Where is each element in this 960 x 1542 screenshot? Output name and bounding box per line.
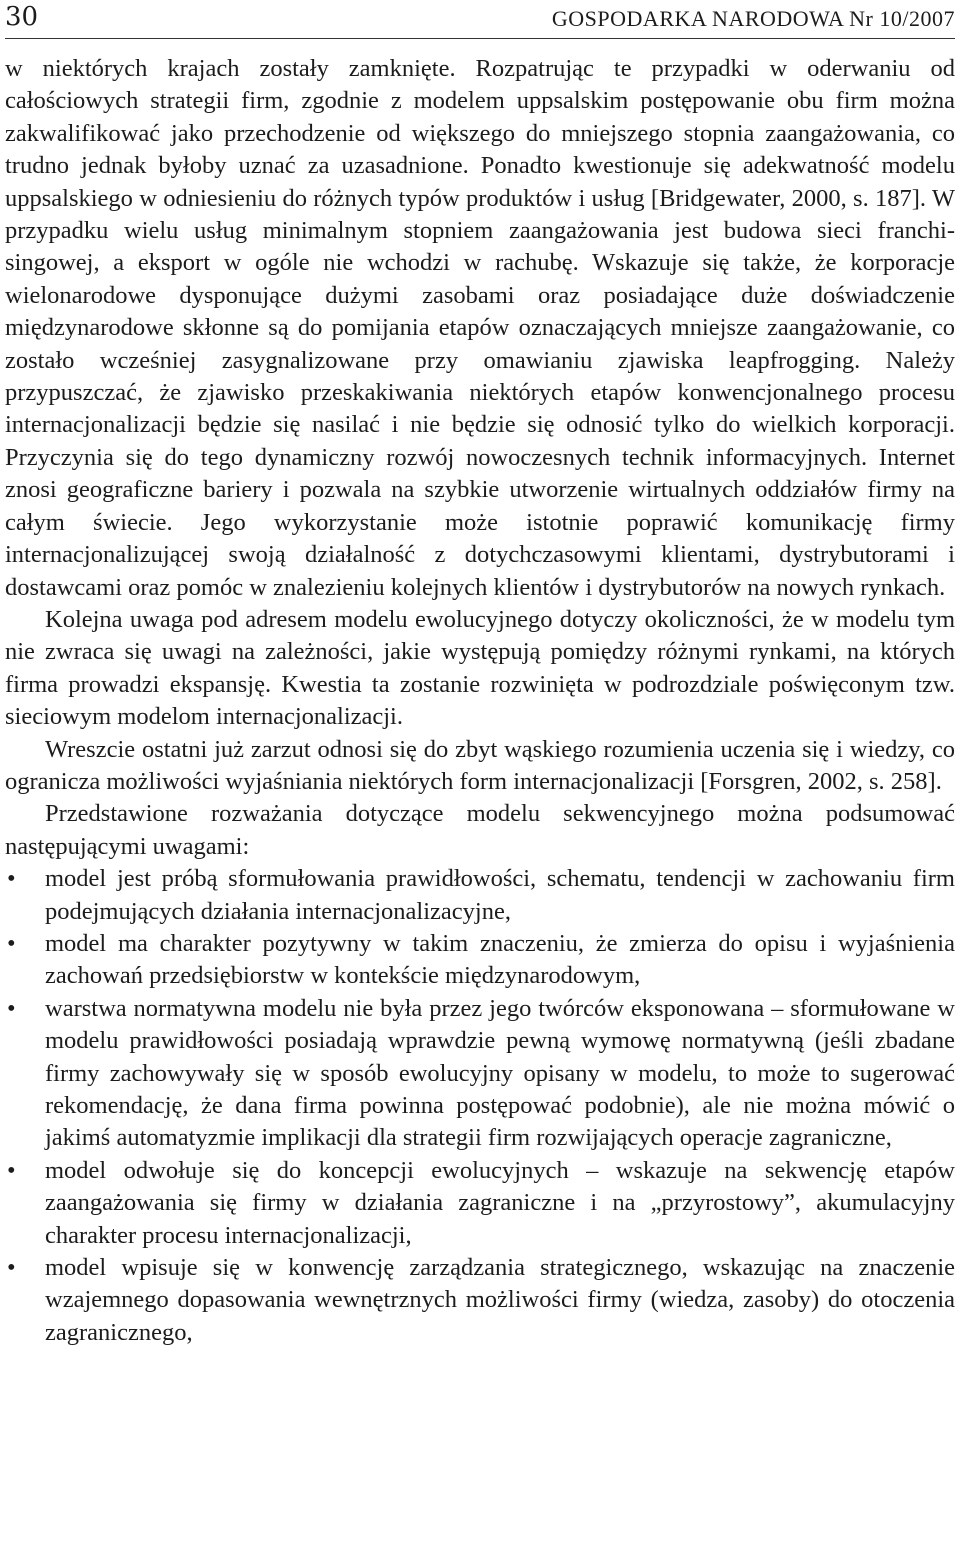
list-item	[5, 863, 955, 928]
list-item	[5, 993, 955, 1155]
list-item-text: model wpisuje się w konwencję zarządzania strategicznego, wskazując na znaczenie wzajemnego dopasowania wewnętrznych możliwości firmy (wiedza, zasoby) do otoczenia zagranicznego,	[45, 1254, 955, 1346]
bullet-icon: •	[7, 1254, 16, 1282]
list-item-text: model odwołuje się do koncepcji ewolucyjnych – wskazuje na sekwencję etapów zaangażowania się firmy w działania zagraniczne i na „przyrostowy”, akumulacyjny charakter procesu internacjonalizacji,	[45, 1156, 955, 1249]
bullet-icon: •	[7, 994, 16, 1022]
paragraph-4: Przedstawione rozważania dotyczące modelu sekwencyjnego można podsumować następującymi uwagami:	[5, 800, 955, 860]
page-number: 30	[5, 2, 39, 32]
list-item	[5, 1155, 955, 1252]
list-item-text: model ma charakter pozytywny w takim znaczeniu, że zmierza do opisu i wyjaśnienia zachowań przedsiębiorstw w kontekście międzynarodowym,	[45, 929, 955, 990]
body-text	[5, 53, 955, 1349]
list-item	[5, 928, 955, 993]
running-header	[5, 0, 955, 39]
paragraph-2: Kolejna uwaga pod adresem modelu ewolucyjnego dotyczy okoliczności, że w modelu tym nie zwraca się uwagi na zależności, jakie występują pomiędzy różnymi rynkami, na których firma prowadzi ekspansję. Kwestia ta zostanie rozwinięta w podrozdziale poświęconym tzw. sieciowym modelom internacjonalizacji.	[5, 605, 955, 731]
summary-list	[5, 863, 955, 1349]
list-item-text: model jest próbą sformułowania prawidłowości, schematu, tendencji w zachowaniu firm podejmujących działania internacjonalizacyjne,	[45, 865, 955, 925]
bullet-icon: •	[7, 1156, 16, 1184]
journal-title: GOSPODARKA NARODOWA Nr 10/2007	[551, 6, 955, 31]
list-item-text: warstwa normatywna modelu nie była przez jego twórców eksponowana – sformułowane w modelu prawidłowości posiadają wprawdzie pewną wymowę normatywną (jeśli zbadane firmy zachowywały się w sposób ewolucyjny opisany w modelu, to może to sugerować rekomendację, że dana firma powinna postępować podobnie), ale nie można mówić o jakimś automatyzmie implikacji dla strategii firm rozwijających operacje zagraniczne,	[45, 994, 955, 1152]
bullet-icon: •	[7, 929, 16, 957]
bullet-icon: •	[7, 865, 16, 893]
paragraph-1: w niektórych krajach zostały zamknięte. Rozpatrując te przypadki w oderwaniu od całościowych strategii firm, zgodnie z modelem uppsalskim postępowanie obu firm można zakwalifikować jako przechodzenie od większego do mniejszego stopnia zaangażowania, co trudno jednak byłoby uznać za uzasadnione. Ponadto kwestionuje się adekwatność modelu uppsalskiego w odniesieniu do różnych typów produktów i usług [Bridgewater, 2000, s. 187]. W przypadku wielu usług minimalnym stopniem zaangażowania jest budowa sieci franchisingowej, a eksport w ogóle nie wchodzi w rachubę. Wskazuje się także, że korporacje wielonarodowe dysponujące dużymi zasobami oraz posiadające duże doświadczenie międzynarodowe skłonne są do pomijania etapów oznaczających mniejsze zaangażowanie, co zostało wcześniej zasygnalizowane przy omawianiu zjawiska leapfrogging. Należy przypuszczać, że zjawisko przeskakiwania niektórych etapów konwencjonalnego procesu internacjonalizacji będzie się nasilać i nie będzie się odnosić tylko do wielkich korporacji. Przyczynia się do tego dynamiczny rozwój nowoczesnych technik informacyjnych. Internet znosi geograficzne bariery i pozwala na szybkie utworzenie wirtualnych oddziałów firmy na całym świecie. Jego wykorzystanie może istotnie poprawić komunikację firmy internacjonalizującej swoją działalność z dotychczasowymi klientami, dystrybutorami i dostawcami oraz pomóc w znalezieniu kolejnych klientów i dystrybutorów na nowych rynkach.	[5, 55, 955, 601]
paragraph-3: Wreszcie ostatni już zarzut odnosi się do zbyt wąskiego rozumienia uczenia się i wiedzy, co ogranicza możliwości wyjaśniania niektórych form internacjonalizacji [Forsgren, 2002, s. 258].	[5, 735, 955, 795]
list-item	[5, 1252, 955, 1349]
